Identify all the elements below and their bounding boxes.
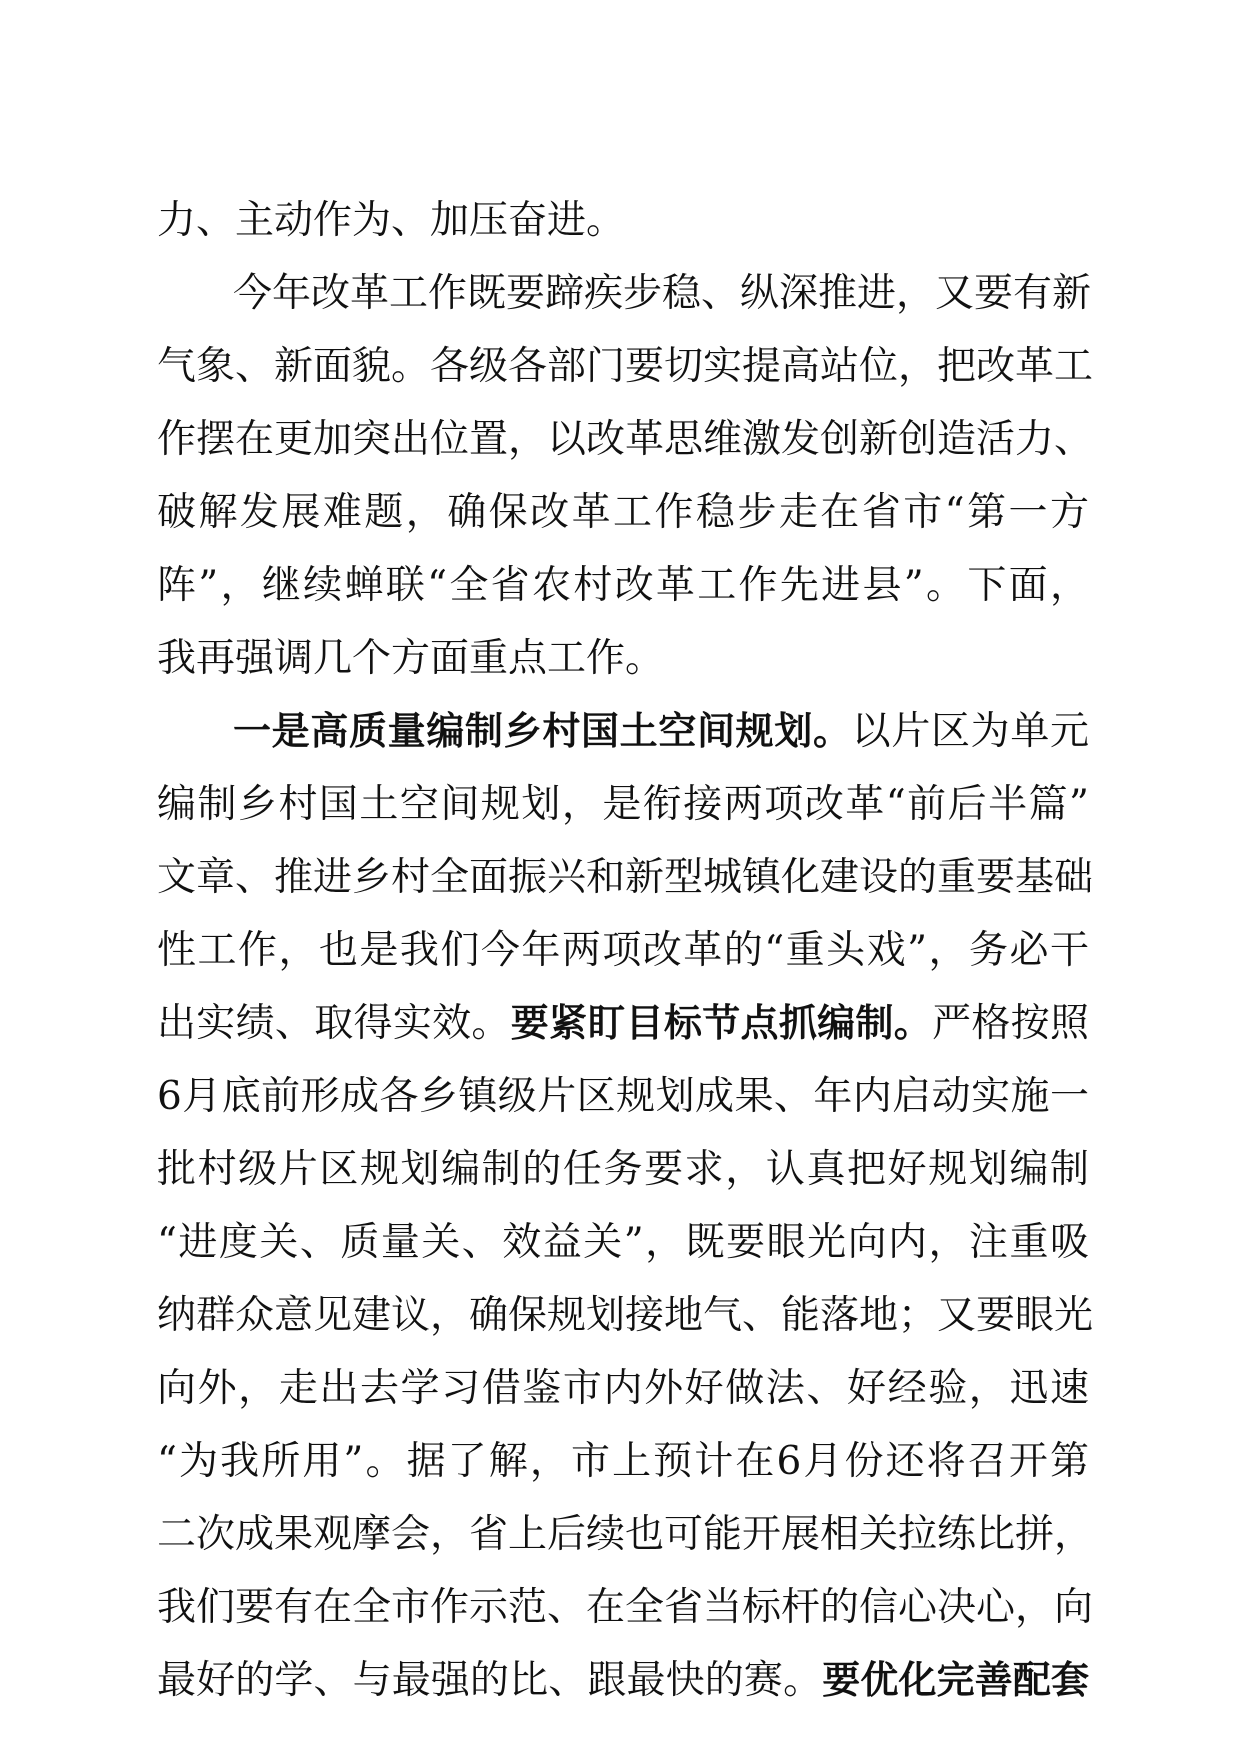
text-run: “为我所用”。据了解，市上预计在6月份还将召开第: [157, 1439, 1089, 1484]
text-line: [157, 1352, 1089, 1425]
text-run: 出实绩、取得实效。: [157, 1001, 511, 1046]
text-run: 性工作，也是我们今年两项改革的“重头戏”，务必干: [157, 928, 1089, 973]
text-line: [157, 403, 1094, 476]
text-run: 纳群众意见建议，确保规划接地气、能落地；又要眼光: [157, 1293, 1094, 1338]
text-line: [157, 1206, 1089, 1279]
text-line: [157, 1279, 1094, 1352]
text-run: 我们要有在全市作示范、在全省当标杆的信心决心，向: [157, 1585, 1094, 1630]
text-run: 气象、新面貌。各级各部门要切实提高站位，把改革工: [157, 344, 1094, 389]
text-line: [157, 768, 1089, 841]
text-line: [157, 330, 1094, 403]
text-run: 向外，走出去学习借鉴市内外好做法、好经验，迅速: [157, 1366, 1089, 1411]
text-run: 阵”，继续蝉联“全省农村改革工作先进县”。下面，: [157, 563, 1089, 608]
text-line: [157, 914, 1089, 987]
text-run: 文章、推进乡村全面振兴和新型城镇化建设的重要基础: [157, 855, 1094, 900]
paragraph-first-line: [157, 695, 1089, 768]
text-run: “进度关、质量关、效益关”，既要眼光向内，注重吸: [157, 1220, 1089, 1265]
text-line: [157, 1425, 1089, 1498]
text-run: 以片区为单元: [851, 709, 1089, 754]
text-run: 作摆在更加突出位置，以改革思维激发创新创造活力、: [157, 417, 1094, 462]
text-line: [157, 1060, 1089, 1133]
text-run: 批村级片区规划编制的任务要求，认真把好规划编制: [157, 1147, 1089, 1192]
text-line: [157, 184, 1089, 257]
text-run: 6月底前形成各乡镇级片区规划成果、年内启动实施一: [157, 1074, 1089, 1119]
text-line: [157, 1498, 1094, 1571]
text-run: 编制乡村国土空间规划，是衔接两项改革“前后半篇”: [157, 782, 1089, 827]
text-run: 今年改革工作既要蹄疾步稳、纵深推进，又要有新: [233, 271, 1092, 316]
bold-subheading: 要优化完善配套: [822, 1658, 1089, 1702]
text-line: [157, 622, 1089, 695]
body-text: [157, 184, 1094, 1717]
text-line: [157, 1133, 1089, 1206]
text-line: [157, 549, 1089, 622]
text-line: [157, 1644, 1089, 1717]
bold-subheading: 要紧盯目标节点抓编制。: [510, 1001, 933, 1045]
text-run: 二次成果观摩会，省上后续也可能开展相关拉练比拼，: [157, 1512, 1094, 1557]
section-heading: 一是高质量编制乡村国土空间规划。: [233, 709, 852, 753]
text-line: [157, 987, 1089, 1060]
text-run: 我再强调几个方面重点工作。: [157, 636, 665, 681]
text-line: [157, 1571, 1094, 1644]
text-run: 最好的学、与最强的比、跟最快的赛。: [157, 1658, 823, 1703]
paragraph-first-line: [157, 257, 1092, 330]
text-line: [157, 841, 1094, 914]
text-run: 严格按照: [932, 1001, 1089, 1046]
text-run: 破解发展难题，确保改革工作稳步走在省市“第一方: [157, 490, 1089, 535]
text-run: 力、主动作为、加压奋进。: [157, 198, 626, 243]
text-line: [157, 476, 1089, 549]
